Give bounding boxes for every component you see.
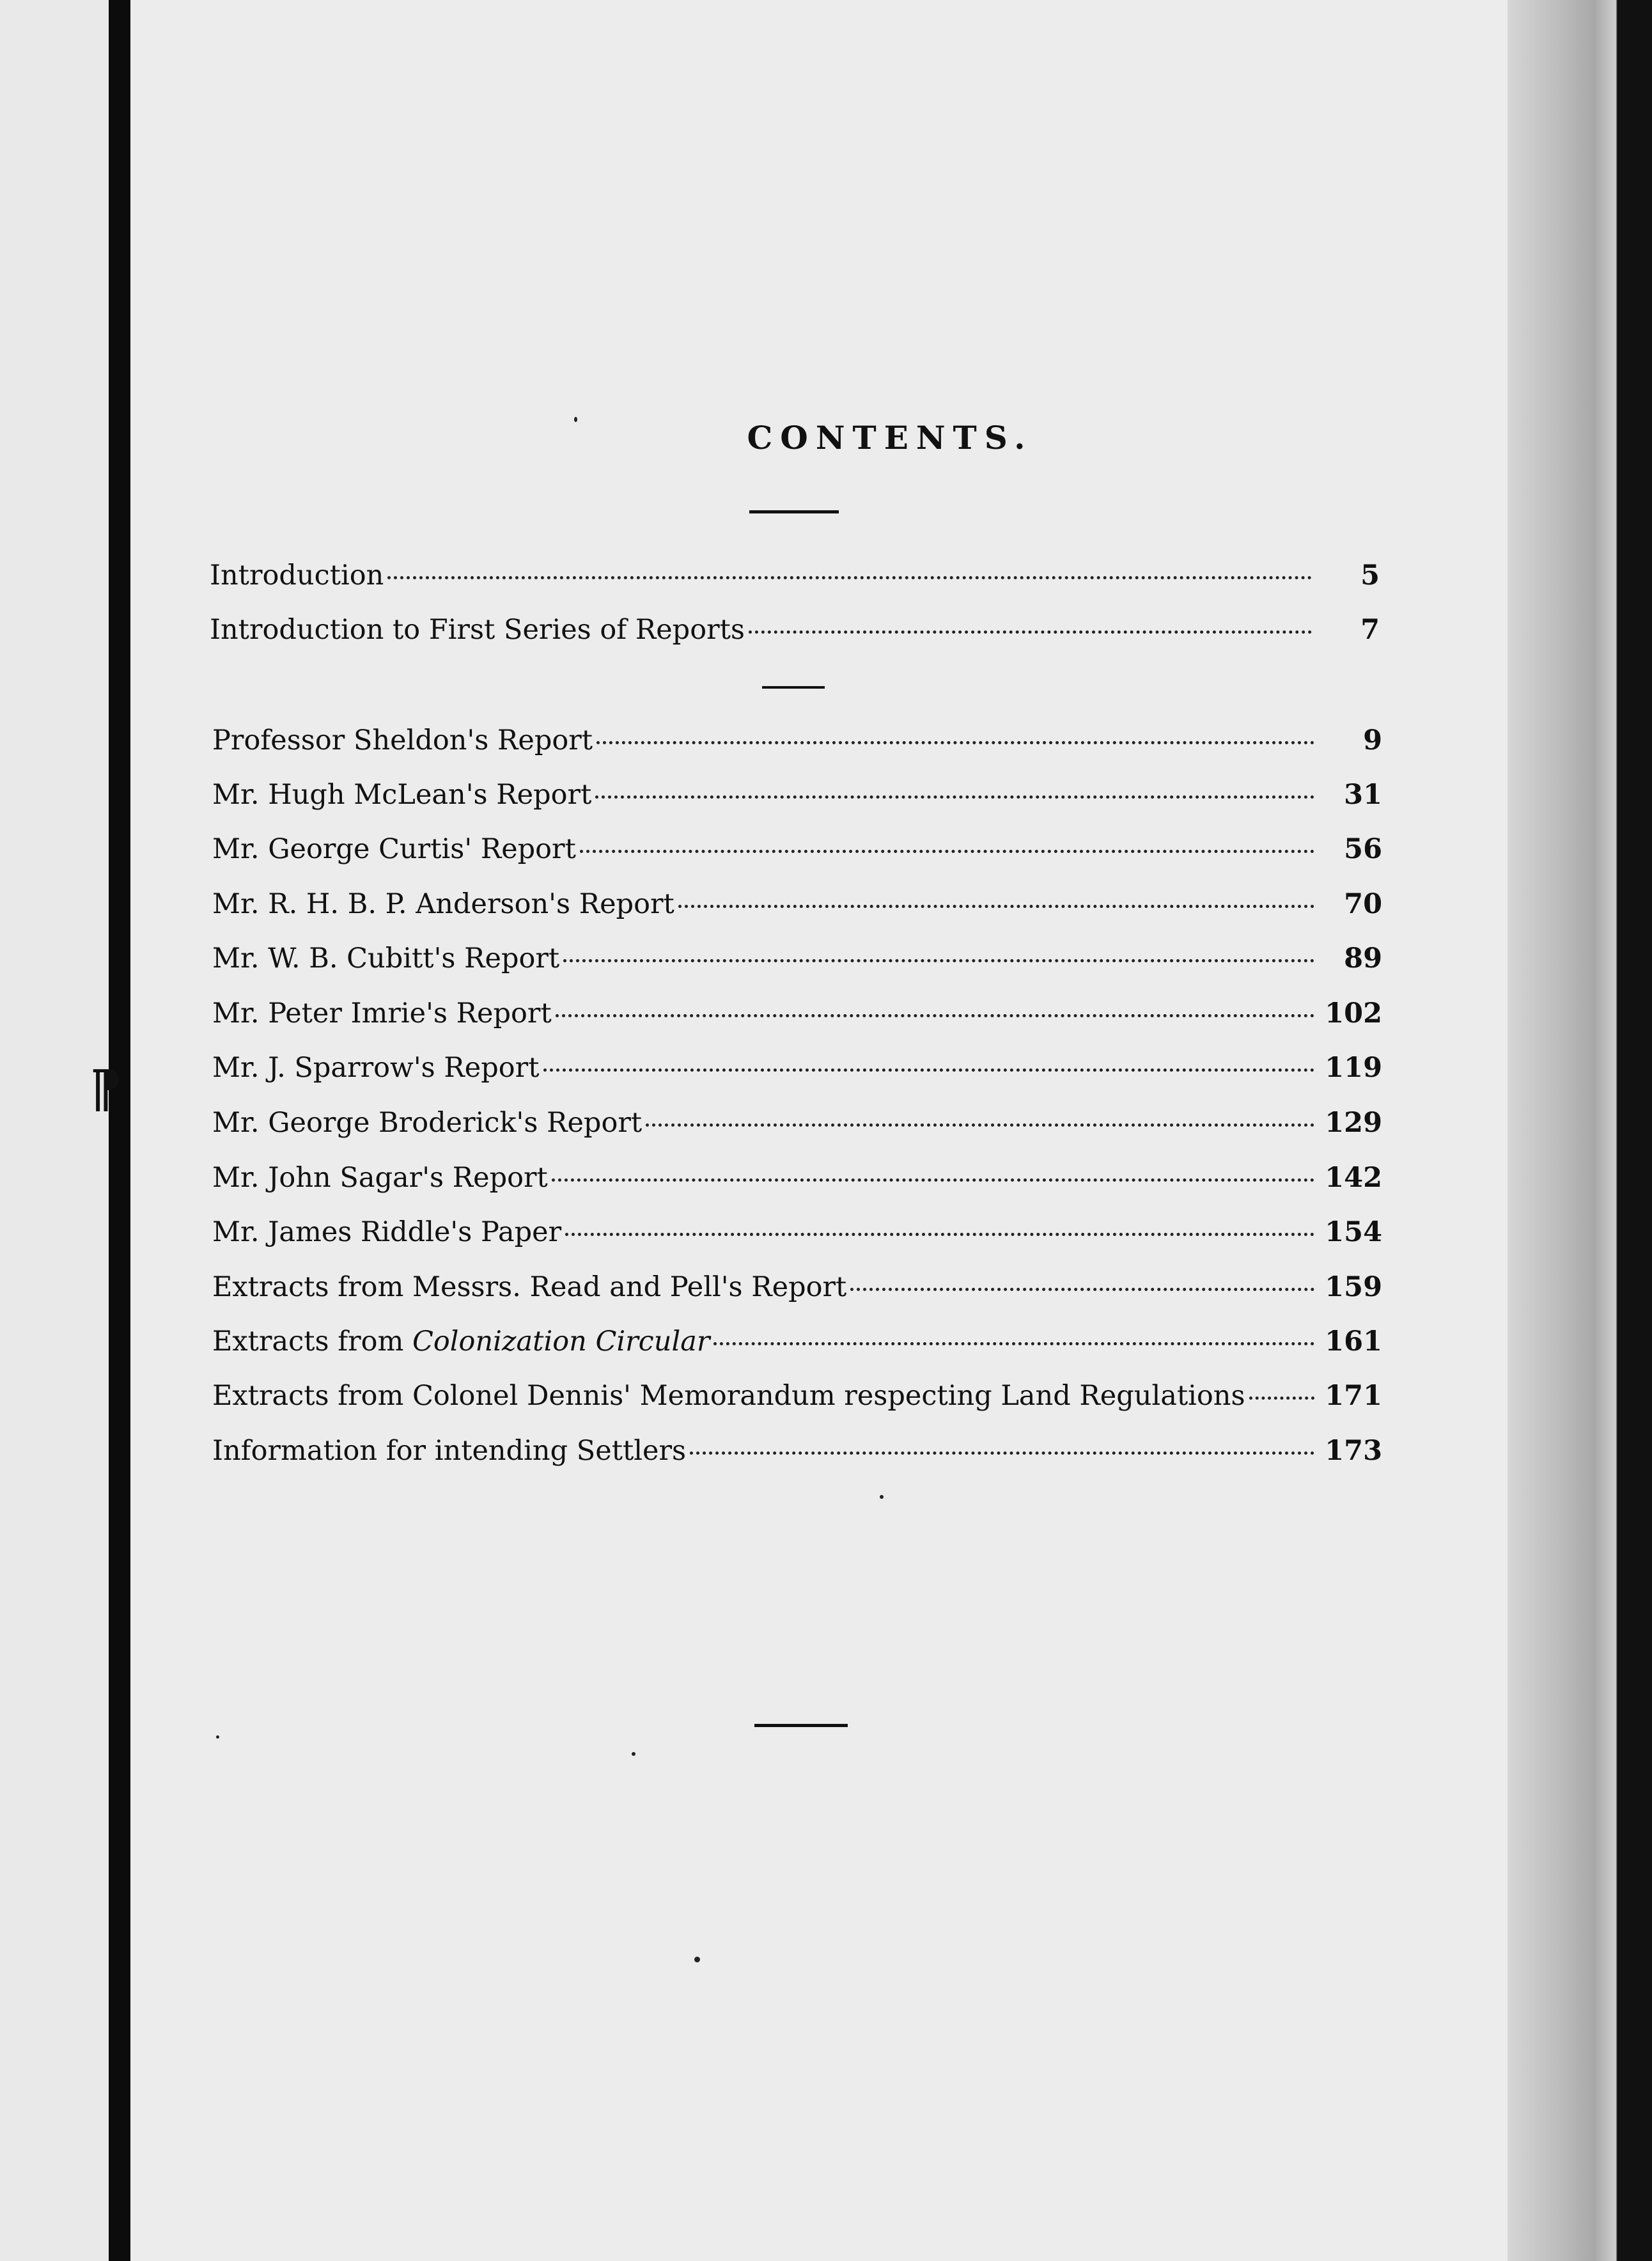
toc-page-number: 154 xyxy=(1325,1216,1382,1248)
toc-entry-title: Information for intending Settlers xyxy=(212,1435,687,1467)
toc-page-number: 171 xyxy=(1325,1380,1382,1412)
dot-leader xyxy=(596,741,1314,744)
toc-row xyxy=(212,1162,1382,1200)
toc-row xyxy=(212,943,1382,981)
toc-page-number: 7 xyxy=(1360,614,1380,646)
dot-leader xyxy=(563,959,1314,962)
dot-leader xyxy=(678,905,1314,908)
dot-leader xyxy=(690,1451,1314,1455)
toc-page-number: 70 xyxy=(1344,888,1382,920)
toc-row xyxy=(212,1052,1382,1090)
print-speck xyxy=(694,1957,700,1962)
dot-leader xyxy=(749,630,1312,634)
toc-entry-title: Mr. R. H. B. P. Anderson's Report xyxy=(212,888,674,920)
toc-row xyxy=(212,1435,1382,1473)
dot-leader xyxy=(387,576,1312,579)
toc-row xyxy=(212,1271,1382,1310)
toc-entry-title xyxy=(212,1326,710,1357)
toc-row xyxy=(210,559,1380,598)
toc-entry-title: Mr. John Sagar's Report xyxy=(212,1162,548,1194)
contents-heading: CONTENTS. xyxy=(747,419,1033,457)
toc-entry-title: Introduction to First Series of Reports xyxy=(210,614,745,646)
print-speck xyxy=(216,1735,219,1739)
dot-leader xyxy=(850,1288,1314,1291)
book-gutter xyxy=(109,0,130,2261)
toc-entry-title-prefix: Extracts from xyxy=(212,1326,413,1357)
toc-row xyxy=(212,833,1382,872)
toc-entry-title-italic: Colonization Circular xyxy=(412,1326,710,1357)
rule-section-divider xyxy=(762,686,825,689)
print-speck xyxy=(632,1752,635,1756)
toc-entry-title: Mr. W. B. Cubitt's Report xyxy=(212,943,560,974)
toc-row xyxy=(212,724,1382,763)
dot-leader xyxy=(713,1342,1314,1345)
toc-row xyxy=(212,1326,1382,1364)
toc-entry-title: Extracts from Colonel Dennis' Memorandum respecting Land Regulations xyxy=(212,1380,1245,1412)
toc-page-number: 31 xyxy=(1344,779,1382,811)
toc-entry-title: Mr. George Curtis' Report xyxy=(212,833,576,865)
dot-leader xyxy=(543,1068,1315,1072)
toc-page-number: 159 xyxy=(1325,1271,1382,1303)
toc-entry-title: Extracts from Messrs. Read and Pell's Report xyxy=(212,1271,847,1303)
toc-page-number: 56 xyxy=(1344,833,1382,865)
margin-mark: ⁋ xyxy=(90,1058,122,1118)
dot-leader xyxy=(1249,1396,1314,1400)
toc-entry-title: Mr. Hugh McLean's Report xyxy=(212,779,592,811)
toc-page-number: 142 xyxy=(1325,1162,1382,1194)
toc-entry-title: Mr. James Riddle's Paper xyxy=(212,1216,562,1248)
toc-row xyxy=(212,1107,1382,1145)
toc-page-number: 119 xyxy=(1325,1052,1382,1084)
toc-row xyxy=(212,997,1382,1036)
toc-entry-title: Mr. George Broderick's Report xyxy=(212,1107,643,1139)
print-speck xyxy=(574,417,577,422)
toc-row xyxy=(212,1216,1382,1255)
rule-under-heading xyxy=(749,510,839,513)
toc-entry-title: Introduction xyxy=(210,559,384,591)
toc-page-number: 5 xyxy=(1360,559,1380,591)
toc-page-number: 161 xyxy=(1325,1326,1382,1357)
toc-page-number: 173 xyxy=(1325,1435,1382,1467)
toc-row xyxy=(210,614,1380,652)
dot-leader xyxy=(552,1178,1314,1182)
toc-page-number: 129 xyxy=(1325,1107,1382,1139)
dot-leader xyxy=(565,1233,1314,1236)
toc-entry-title: Mr. J. Sparrow's Report xyxy=(212,1052,540,1084)
toc-entry-title: Professor Sheldon's Report xyxy=(212,724,593,756)
dot-leader xyxy=(595,795,1314,799)
toc-row xyxy=(212,779,1382,817)
page-edges xyxy=(1508,0,1652,2261)
dot-leader xyxy=(580,850,1314,853)
dot-leader xyxy=(556,1014,1314,1017)
toc-row xyxy=(212,888,1382,927)
toc-page-number: 9 xyxy=(1363,724,1382,756)
toc-page-number: 89 xyxy=(1344,943,1382,974)
print-speck xyxy=(880,1495,884,1499)
toc-entry-title: Mr. Peter Imrie's Report xyxy=(212,997,552,1029)
left-page-margin xyxy=(0,0,109,2261)
toc-page-number: 102 xyxy=(1325,997,1382,1029)
toc-row xyxy=(212,1380,1382,1418)
rule-closing xyxy=(754,1724,848,1727)
dot-leader xyxy=(646,1123,1314,1127)
